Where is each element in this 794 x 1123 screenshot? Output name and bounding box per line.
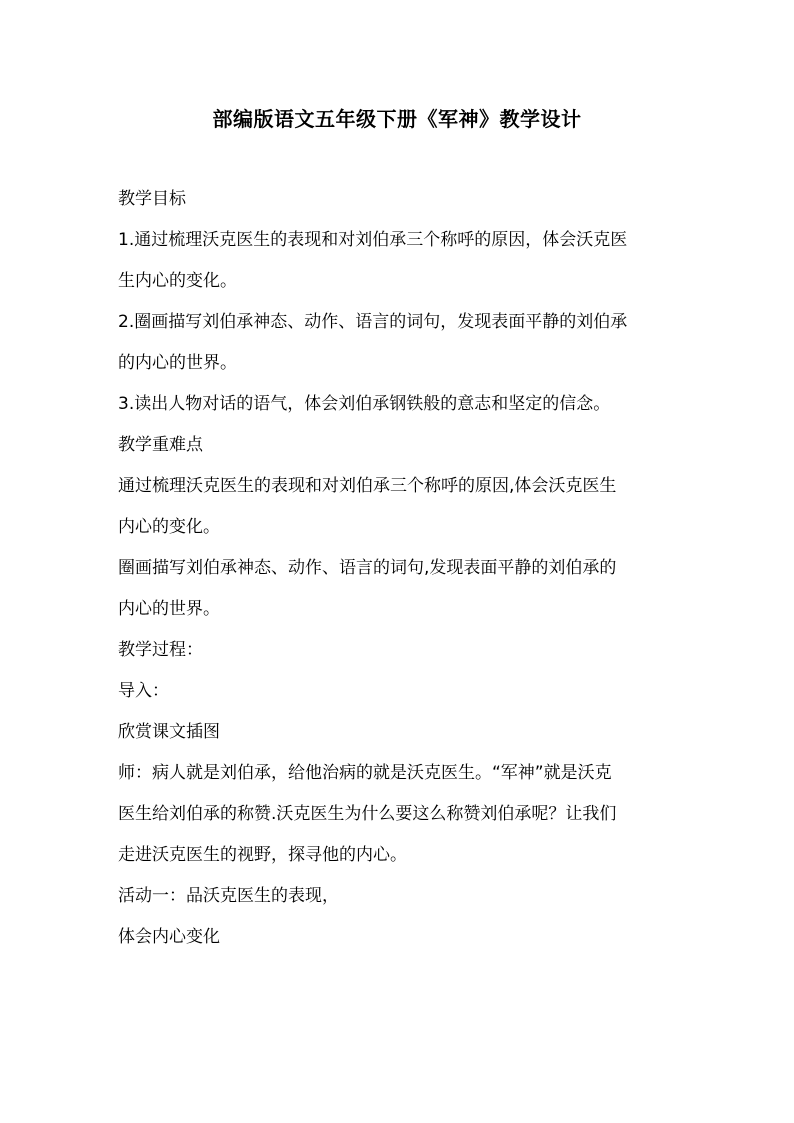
subheading-introduction: 导入： <box>118 681 169 701</box>
difficulty-1-line-2: 内心的变化。 <box>118 517 220 537</box>
difficulty-2-line-1: 圈画描写刘伯承神态、动作、语言的词句,发现表面平静的刘伯承的 <box>118 558 617 578</box>
difficulty-1-line-1: 通过梳理沃克医生的表现和对刘伯承三个称呼的原因,体会沃克医生 <box>118 476 617 496</box>
teacher-speech-line-2: 医生给刘伯承的称赞.沃克医生为什么要这么称赞刘伯承呢？让我们 <box>118 804 617 824</box>
goal-2-line-1: 2.圈画描写刘伯承神态、动作、语言的词句，发现表面平静的刘伯承 <box>118 312 628 332</box>
section-heading-teaching-goals: 教学目标 <box>118 189 186 209</box>
teacher-speech-line-3: 走进沃克医生的视野，探寻他的内心。 <box>118 845 407 865</box>
difficulty-2-line-2: 内心的世界。 <box>118 599 220 619</box>
activity-1-subheading: 体会内心变化 <box>118 927 220 947</box>
goal-3-line-1: 3.读出人物对话的语气，体会刘伯承钢铁般的意志和坚定的信念。 <box>118 394 611 414</box>
document-body <box>118 179 678 958</box>
step-view-illustration: 欣赏课文插图 <box>118 722 220 742</box>
activity-1-heading: 活动一：品沃克医生的表现， <box>118 886 339 906</box>
section-heading-teaching-process: 教学过程： <box>118 640 203 660</box>
goal-1-line-2: 生内心的变化。 <box>118 271 237 291</box>
document-title: 部编版语文五年级下册《军神》教学设计 <box>212 107 582 131</box>
section-heading-key-difficulties: 教学重难点 <box>118 435 203 455</box>
goal-1-line-1: 1.通过梳理沃克医生的表现和对刘伯承三个称呼的原因，体会沃克医 <box>118 230 628 250</box>
teacher-speech-line-1: 师：病人就是刘伯承，给他治病的就是沃克医生。“军神”就是沃克 <box>118 763 612 783</box>
goal-2-line-2: 的内心的世界。 <box>118 353 237 373</box>
